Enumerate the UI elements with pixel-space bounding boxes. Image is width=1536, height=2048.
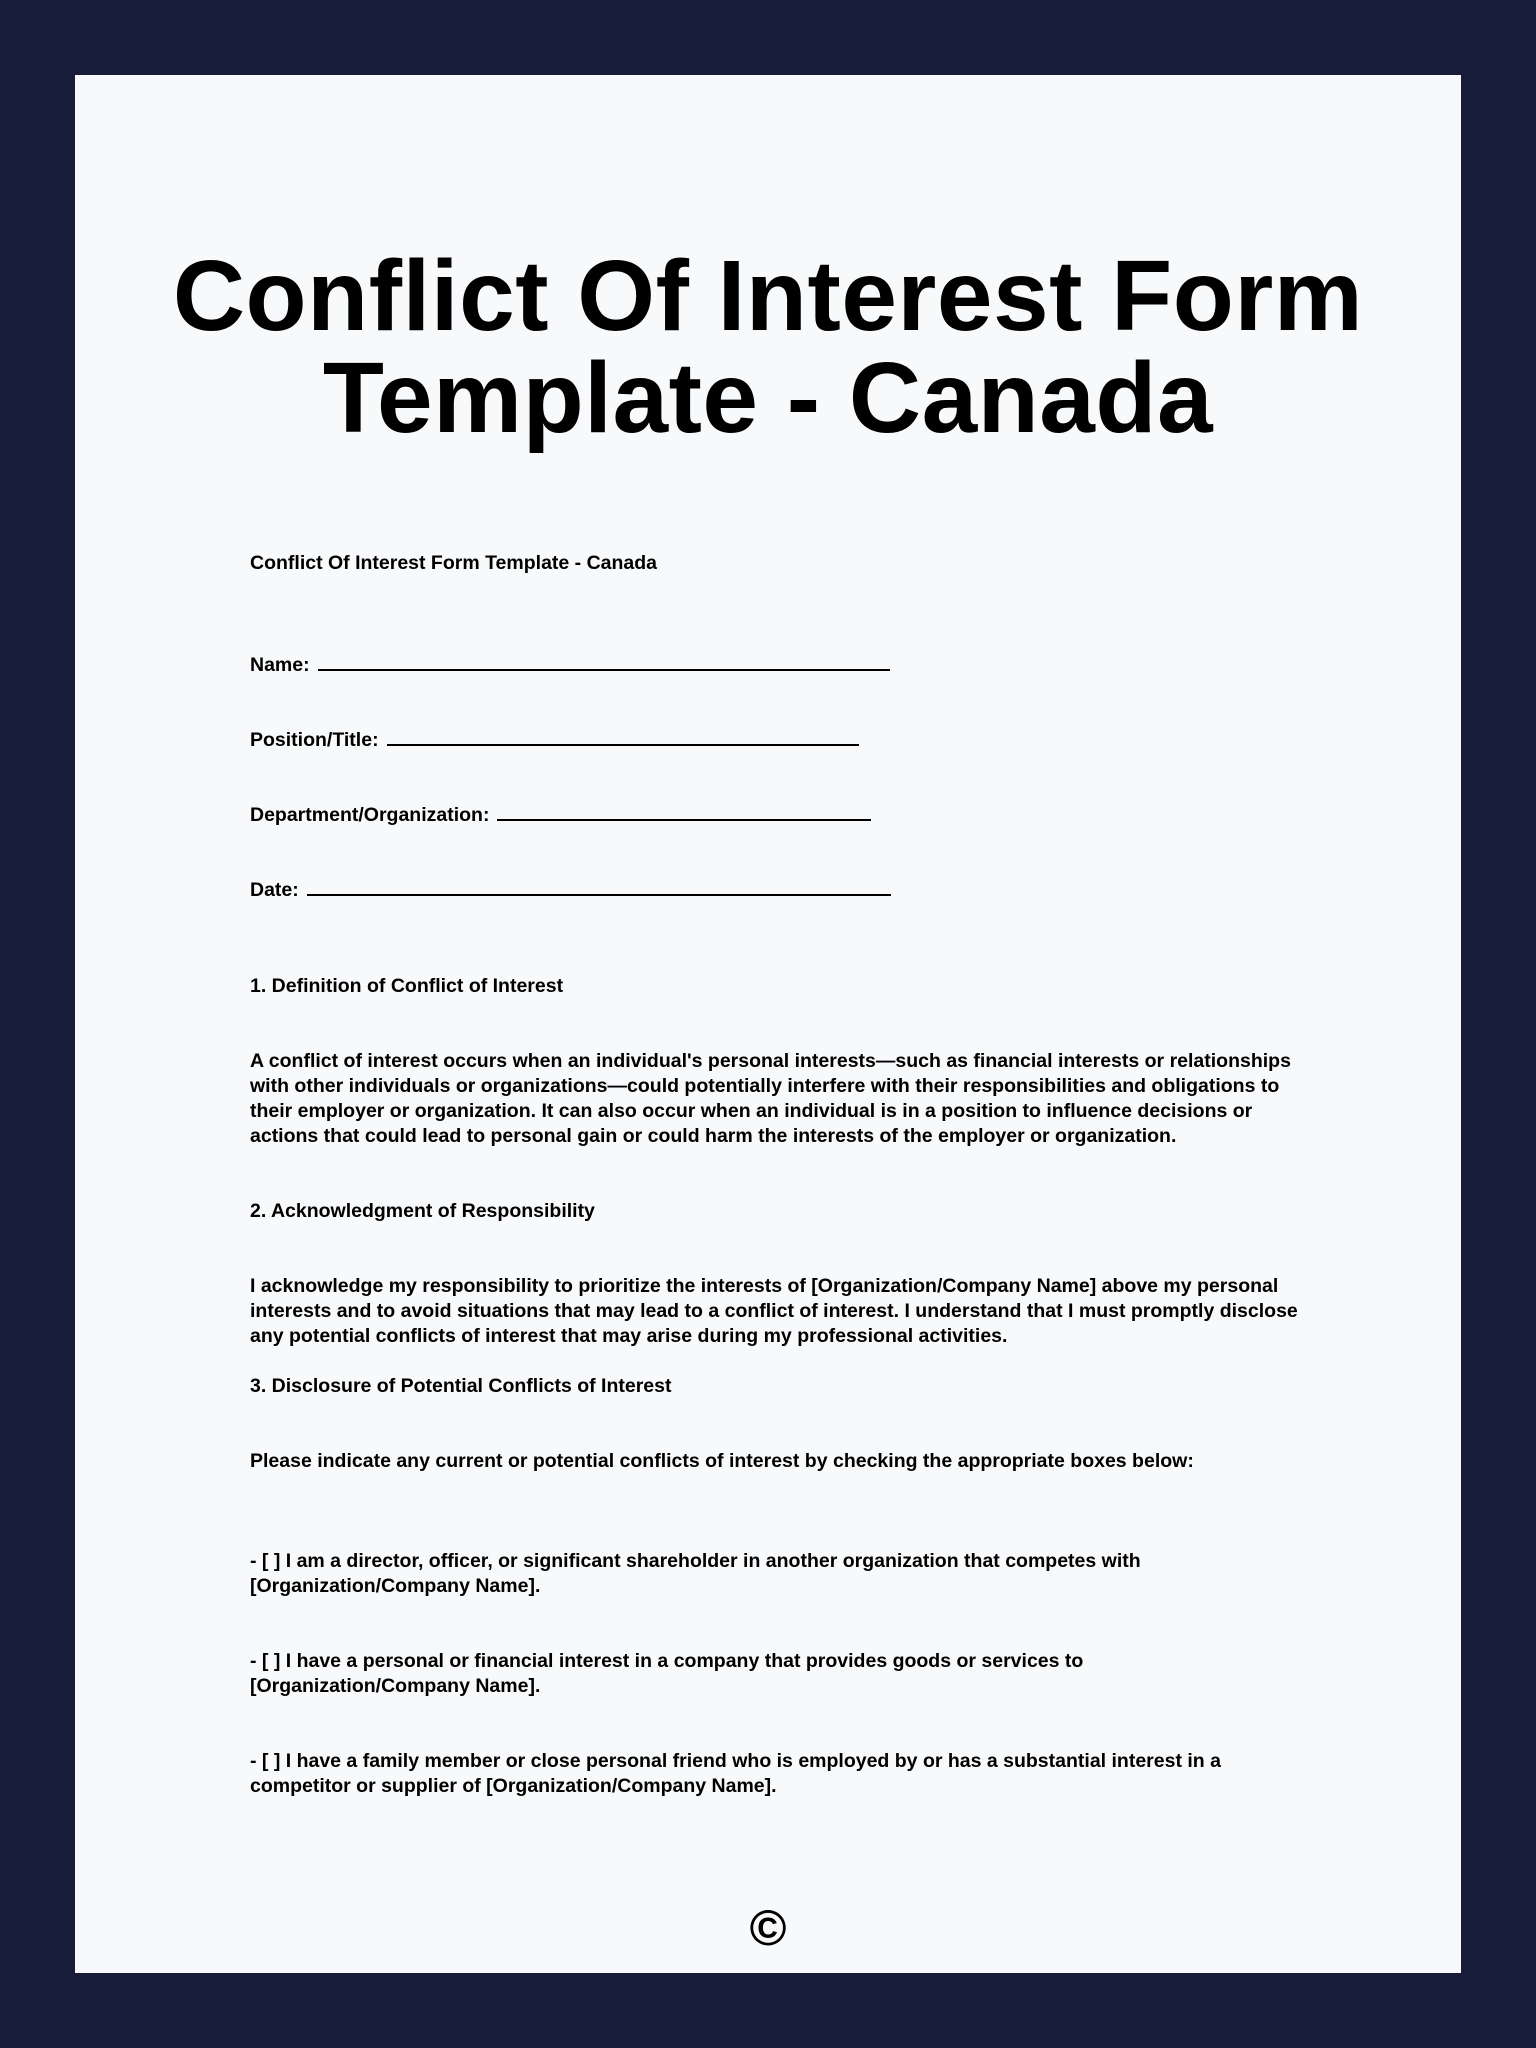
date-field bbox=[250, 874, 891, 903]
date-label: Date: bbox=[250, 879, 299, 901]
page-title: Conflict Of Interest Form Template - Canada bbox=[172, 240, 1364, 454]
document-subtitle: Conflict Of Interest Form Template - Canada bbox=[250, 552, 658, 574]
section-3-intro: Please indicate any current or potential conflicts of interest by checking the appropriate boxes below: bbox=[250, 1450, 1194, 1472]
position-field bbox=[250, 724, 859, 753]
section-2-heading: 2. Acknowledgment of Responsibility bbox=[250, 1200, 595, 1222]
department-label: Department/Organization: bbox=[250, 804, 490, 826]
position-blank-line[interactable] bbox=[387, 724, 859, 746]
checklist-item-2[interactable]: - [ ] I have a personal or financial interest in a company that provides goods or services to [Organization/Company Name]. bbox=[250, 1650, 1084, 1697]
name-blank-line[interactable] bbox=[318, 649, 890, 671]
section-1-text: A conflict of interest occurs when an individual's personal interests—such as financial interests or relationships with other individuals or organizations—could potentially interfere with their responsibilities and obligations to their employer or organization. It can also occur when an individual is in a position to influence decisions or actions that could lead to personal gain or could harm the interests of the employer or organization. bbox=[250, 1050, 1291, 1147]
department-blank-line[interactable] bbox=[497, 799, 871, 821]
section-3-heading: 3. Disclosure of Potential Conflicts of Interest bbox=[250, 1375, 672, 1397]
checklist-item-3[interactable]: - [ ] I have a family member or close personal friend who is employed by or has a substantial interest in a competitor or supplier of [Organization/Company Name]. bbox=[250, 1750, 1221, 1797]
department-field bbox=[250, 799, 871, 828]
copyright-icon: © bbox=[749, 1900, 787, 1956]
position-label: Position/Title: bbox=[250, 729, 379, 751]
section-1-heading: 1. Definition of Conflict of Interest bbox=[250, 975, 564, 997]
name-field bbox=[250, 649, 890, 678]
document-subtitle-block bbox=[250, 551, 1300, 576]
checklist-item-1[interactable]: - [ ] I am a director, officer, or significant shareholder in another organization that competes with [Organization/Company Name]. bbox=[250, 1550, 1141, 1597]
section-2-text: I acknowledge my responsibility to prioritize the interests of [Organization/Company Name] above my personal interests and to avoid situations that may lead to a conflict of interest. I understand that I must promptly disclose any potential conflicts of interest that may arise during my professional activities. bbox=[250, 1275, 1298, 1347]
name-label: Name: bbox=[250, 654, 310, 676]
date-blank-line[interactable] bbox=[307, 874, 891, 896]
